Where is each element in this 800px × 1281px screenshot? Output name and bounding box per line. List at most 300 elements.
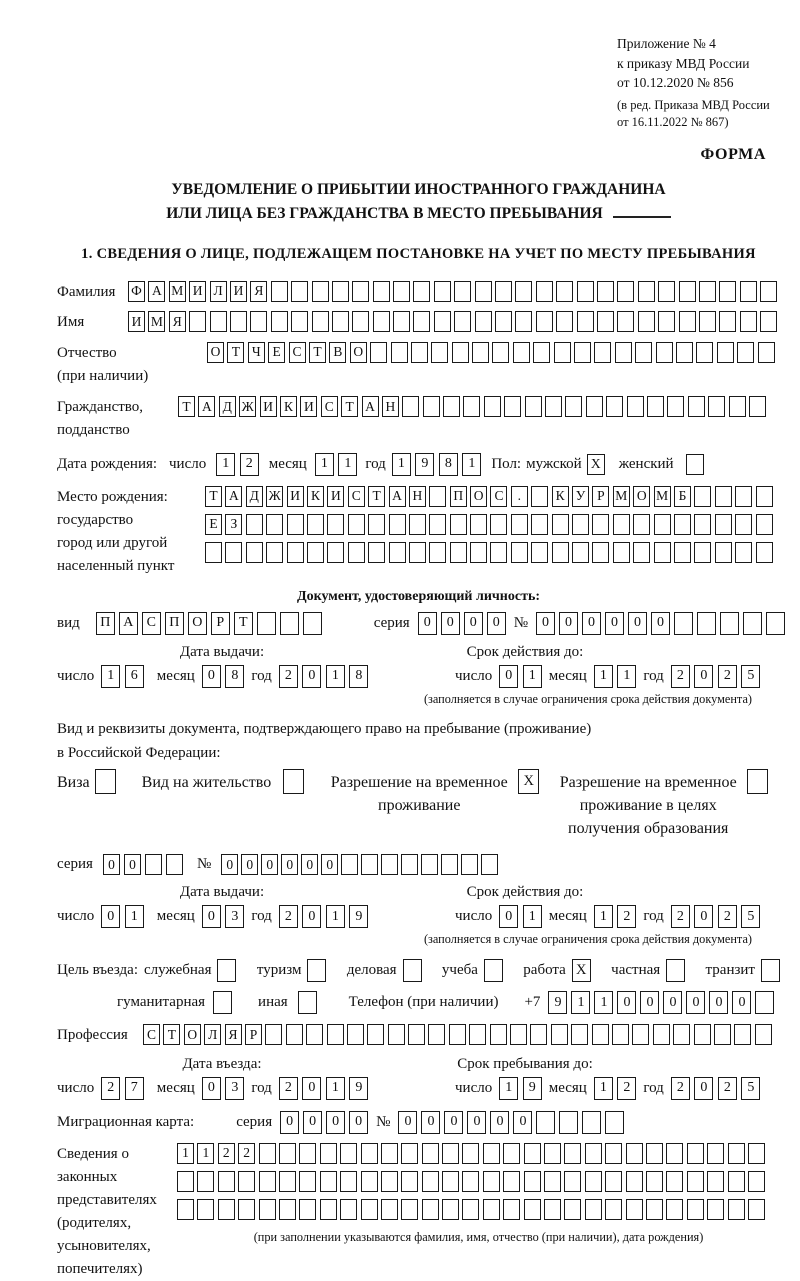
char-box[interactable]: М	[169, 281, 186, 302]
char-box[interactable]: 0	[640, 991, 659, 1014]
char-box[interactable]: К	[552, 486, 569, 507]
char-box[interactable]: О	[350, 342, 367, 363]
char-box[interactable]	[429, 486, 446, 507]
char-box[interactable]	[755, 1024, 772, 1045]
char-box[interactable]	[592, 514, 609, 535]
char-box[interactable]: Р	[211, 612, 230, 635]
char-box[interactable]: 0	[467, 1111, 486, 1134]
char-box[interactable]	[531, 514, 548, 535]
char-box[interactable]: 0	[628, 612, 647, 635]
char-box[interactable]: К	[280, 396, 297, 417]
char-box[interactable]: 9	[548, 991, 567, 1014]
char-box[interactable]: Т	[227, 342, 244, 363]
char-box[interactable]: И	[260, 396, 277, 417]
char-box[interactable]	[586, 396, 603, 417]
char-box[interactable]	[544, 1199, 561, 1220]
char-box[interactable]: 5	[741, 665, 760, 688]
char-box[interactable]	[666, 1143, 683, 1164]
char-box[interactable]: А	[225, 486, 242, 507]
char-box[interactable]	[524, 1199, 541, 1220]
char-box[interactable]: 6	[125, 665, 144, 688]
char-box[interactable]	[373, 311, 390, 332]
char-box[interactable]: И	[287, 486, 304, 507]
char-box[interactable]: П	[96, 612, 115, 635]
char-box[interactable]: 0	[202, 1077, 221, 1100]
char-box[interactable]: 0	[302, 1077, 321, 1100]
char-box[interactable]	[605, 1143, 622, 1164]
char-box[interactable]	[564, 1171, 581, 1192]
char-box[interactable]	[524, 1143, 541, 1164]
char-box[interactable]	[554, 342, 571, 363]
char-box[interactable]: 0	[302, 905, 321, 928]
char-box[interactable]	[617, 311, 634, 332]
char-box[interactable]	[743, 612, 762, 635]
char-box[interactable]	[511, 542, 528, 563]
char-box[interactable]	[259, 1171, 276, 1192]
char-box[interactable]	[218, 1171, 235, 1192]
char-box[interactable]	[503, 1199, 520, 1220]
char-box[interactable]	[559, 1111, 578, 1134]
char-box[interactable]	[442, 1171, 459, 1192]
char-box[interactable]	[246, 542, 263, 563]
char-box[interactable]	[597, 311, 614, 332]
char-box[interactable]	[434, 281, 451, 302]
char-box[interactable]	[483, 1171, 500, 1192]
char-box[interactable]	[515, 311, 532, 332]
char-box[interactable]	[469, 1024, 486, 1045]
char-box[interactable]: 0	[281, 854, 298, 875]
char-box[interactable]	[189, 311, 206, 332]
char-box[interactable]	[361, 1199, 378, 1220]
char-box[interactable]	[565, 396, 582, 417]
char-box[interactable]: 2	[279, 905, 298, 928]
char-box[interactable]: И	[230, 281, 247, 302]
char-box[interactable]	[582, 1111, 601, 1134]
sex-female-checkbox[interactable]	[686, 454, 704, 475]
char-box[interactable]	[613, 514, 630, 535]
char-box[interactable]	[441, 854, 458, 875]
char-box[interactable]	[556, 281, 573, 302]
char-box[interactable]	[638, 281, 655, 302]
char-box[interactable]	[361, 1171, 378, 1192]
char-box[interactable]: А	[148, 281, 165, 302]
char-box[interactable]: Т	[178, 396, 195, 417]
char-box[interactable]: О	[188, 612, 207, 635]
char-box[interactable]	[511, 514, 528, 535]
char-box[interactable]: 5	[741, 1077, 760, 1100]
char-box[interactable]: 1	[594, 991, 613, 1014]
char-box[interactable]	[271, 311, 288, 332]
char-box[interactable]: Р	[245, 1024, 262, 1045]
char-box[interactable]	[408, 1024, 425, 1045]
char-box[interactable]	[694, 514, 711, 535]
char-box[interactable]: С	[142, 612, 161, 635]
char-box[interactable]	[271, 281, 288, 302]
char-box[interactable]	[266, 542, 283, 563]
char-box[interactable]	[592, 542, 609, 563]
char-box[interactable]	[307, 542, 324, 563]
char-box[interactable]	[696, 342, 713, 363]
char-box[interactable]	[401, 1199, 418, 1220]
char-box[interactable]: С	[143, 1024, 160, 1045]
sex-male-checkbox[interactable]: X	[587, 454, 605, 475]
char-box[interactable]: М	[148, 311, 165, 332]
char-box[interactable]: 0	[536, 612, 555, 635]
char-box[interactable]	[472, 342, 489, 363]
char-box[interactable]: 8	[439, 453, 458, 476]
char-box[interactable]	[647, 396, 664, 417]
char-box[interactable]	[450, 542, 467, 563]
char-box[interactable]: 0	[321, 854, 338, 875]
char-box[interactable]	[463, 396, 480, 417]
char-box[interactable]: 0	[694, 665, 713, 688]
char-box[interactable]	[307, 514, 324, 535]
char-box[interactable]	[320, 1143, 337, 1164]
char-box[interactable]	[615, 342, 632, 363]
char-box[interactable]: 2	[671, 1077, 690, 1100]
char-box[interactable]	[340, 1199, 357, 1220]
char-box[interactable]	[381, 854, 398, 875]
char-box[interactable]	[551, 1024, 568, 1045]
char-box[interactable]	[748, 1199, 765, 1220]
char-box[interactable]: Ч	[248, 342, 265, 363]
char-box[interactable]: 2	[671, 905, 690, 928]
char-box[interactable]: А	[362, 396, 379, 417]
char-box[interactable]	[483, 1199, 500, 1220]
char-box[interactable]	[755, 991, 774, 1014]
char-box[interactable]	[312, 311, 329, 332]
char-box[interactable]: Л	[204, 1024, 221, 1045]
char-box[interactable]: 0	[617, 991, 636, 1014]
char-box[interactable]	[265, 1024, 282, 1045]
char-box[interactable]	[434, 311, 451, 332]
char-box[interactable]	[626, 1143, 643, 1164]
char-box[interactable]	[574, 342, 591, 363]
char-box[interactable]	[484, 396, 501, 417]
char-box[interactable]: Я	[225, 1024, 242, 1045]
char-box[interactable]: 0	[605, 612, 624, 635]
char-box[interactable]	[728, 1143, 745, 1164]
char-box[interactable]	[401, 1171, 418, 1192]
char-box[interactable]	[613, 542, 630, 563]
char-box[interactable]: 0	[280, 1111, 299, 1134]
char-box[interactable]: 0	[421, 1111, 440, 1134]
char-box[interactable]: Я	[169, 311, 186, 332]
char-box[interactable]: 0	[513, 1111, 532, 1134]
char-box[interactable]: 2	[617, 905, 636, 928]
char-box[interactable]: 0	[241, 854, 258, 875]
char-box[interactable]: 9	[349, 1077, 368, 1100]
char-box[interactable]	[352, 311, 369, 332]
char-box[interactable]: 0	[101, 905, 120, 928]
char-box[interactable]: 1	[571, 991, 590, 1014]
char-box[interactable]	[658, 311, 675, 332]
char-box[interactable]	[626, 1199, 643, 1220]
char-box[interactable]	[429, 514, 446, 535]
char-box[interactable]: 1	[216, 453, 235, 476]
char-box[interactable]	[699, 311, 716, 332]
char-box[interactable]: У	[572, 486, 589, 507]
char-box[interactable]	[633, 542, 650, 563]
char-box[interactable]: 0	[694, 905, 713, 928]
char-box[interactable]	[177, 1171, 194, 1192]
char-box[interactable]: 0	[326, 1111, 345, 1134]
char-box[interactable]	[279, 1143, 296, 1164]
char-box[interactable]	[605, 1171, 622, 1192]
char-box[interactable]	[633, 514, 650, 535]
char-box[interactable]: М	[613, 486, 630, 507]
char-box[interactable]: П	[165, 612, 184, 635]
char-box[interactable]	[676, 342, 693, 363]
char-box[interactable]: Е	[205, 514, 222, 535]
char-box[interactable]: 0	[694, 1077, 713, 1100]
char-box[interactable]	[627, 396, 644, 417]
char-box[interactable]	[279, 1171, 296, 1192]
char-box[interactable]	[577, 281, 594, 302]
char-box[interactable]: 1	[326, 665, 345, 688]
char-box[interactable]: 5	[741, 905, 760, 928]
char-box[interactable]	[720, 612, 739, 635]
char-box[interactable]: И	[327, 486, 344, 507]
char-box[interactable]	[694, 542, 711, 563]
char-box[interactable]	[470, 514, 487, 535]
char-box[interactable]	[442, 1143, 459, 1164]
char-box[interactable]: Д	[246, 486, 263, 507]
char-box[interactable]	[697, 612, 716, 635]
char-box[interactable]	[450, 514, 467, 535]
char-box[interactable]	[748, 1171, 765, 1192]
char-box[interactable]: Р	[592, 486, 609, 507]
char-box[interactable]	[462, 1199, 479, 1220]
purpose-other-checkbox[interactable]	[298, 991, 317, 1014]
char-box[interactable]	[653, 1024, 670, 1045]
char-box[interactable]: 0	[709, 991, 728, 1014]
char-box[interactable]	[544, 1143, 561, 1164]
char-box[interactable]	[340, 1171, 357, 1192]
char-box[interactable]	[638, 311, 655, 332]
char-box[interactable]: 2	[218, 1143, 235, 1164]
char-box[interactable]: 0	[202, 665, 221, 688]
char-box[interactable]	[556, 311, 573, 332]
char-box[interactable]	[513, 342, 530, 363]
char-box[interactable]	[368, 542, 385, 563]
char-box[interactable]	[454, 311, 471, 332]
char-box[interactable]: М	[654, 486, 671, 507]
char-box[interactable]: 0	[441, 612, 460, 635]
char-box[interactable]	[734, 1024, 751, 1045]
char-box[interactable]	[656, 342, 673, 363]
char-box[interactable]: 1	[101, 665, 120, 688]
char-box[interactable]	[361, 854, 378, 875]
char-box[interactable]: 2	[238, 1143, 255, 1164]
char-box[interactable]: 2	[718, 665, 737, 688]
char-box[interactable]: 1	[125, 905, 144, 928]
char-box[interactable]: С	[348, 486, 365, 507]
char-box[interactable]	[259, 1143, 276, 1164]
char-box[interactable]	[666, 1171, 683, 1192]
char-box[interactable]	[475, 281, 492, 302]
char-box[interactable]	[238, 1199, 255, 1220]
purpose-private-checkbox[interactable]	[666, 959, 685, 982]
purpose-tourism-checkbox[interactable]	[307, 959, 326, 982]
char-box[interactable]: 0	[490, 1111, 509, 1134]
char-box[interactable]: 7	[125, 1077, 144, 1100]
char-box[interactable]: О	[470, 486, 487, 507]
char-box[interactable]	[431, 342, 448, 363]
char-box[interactable]: 9	[415, 453, 434, 476]
char-box[interactable]	[612, 1024, 629, 1045]
char-box[interactable]	[544, 1171, 561, 1192]
char-box[interactable]	[197, 1199, 214, 1220]
char-box[interactable]	[654, 514, 671, 535]
char-box[interactable]	[564, 1199, 581, 1220]
char-box[interactable]	[674, 514, 691, 535]
char-box[interactable]	[728, 1171, 745, 1192]
char-box[interactable]: 1	[392, 453, 411, 476]
char-box[interactable]	[388, 1024, 405, 1045]
char-box[interactable]: В	[329, 342, 346, 363]
char-box[interactable]	[707, 1171, 724, 1192]
char-box[interactable]: О	[184, 1024, 201, 1045]
char-box[interactable]: Ж	[239, 396, 256, 417]
char-box[interactable]	[287, 542, 304, 563]
char-box[interactable]: 0	[651, 612, 670, 635]
char-box[interactable]	[708, 396, 725, 417]
char-box[interactable]: 0	[499, 665, 518, 688]
char-box[interactable]	[760, 281, 777, 302]
char-box[interactable]	[564, 1143, 581, 1164]
char-box[interactable]	[674, 612, 693, 635]
char-box[interactable]: А	[198, 396, 215, 417]
purpose-study-checkbox[interactable]	[484, 959, 503, 982]
char-box[interactable]: С	[321, 396, 338, 417]
char-box[interactable]	[299, 1199, 316, 1220]
char-box[interactable]	[291, 311, 308, 332]
char-box[interactable]	[413, 281, 430, 302]
char-box[interactable]	[299, 1171, 316, 1192]
char-box[interactable]	[423, 396, 440, 417]
char-box[interactable]	[605, 1111, 624, 1134]
char-box[interactable]	[525, 396, 542, 417]
char-box[interactable]	[327, 542, 344, 563]
char-box[interactable]: 2	[671, 665, 690, 688]
char-box[interactable]	[250, 311, 267, 332]
char-box[interactable]	[632, 1024, 649, 1045]
char-box[interactable]	[748, 1143, 765, 1164]
char-box[interactable]: О	[633, 486, 650, 507]
char-box[interactable]	[735, 486, 752, 507]
char-box[interactable]: 2	[718, 1077, 737, 1100]
char-box[interactable]: А	[389, 486, 406, 507]
char-box[interactable]	[452, 342, 469, 363]
char-box[interactable]: 9	[523, 1077, 542, 1100]
char-box[interactable]	[617, 281, 634, 302]
char-box[interactable]: 1	[594, 1077, 613, 1100]
char-box[interactable]	[646, 1199, 663, 1220]
char-box[interactable]	[719, 281, 736, 302]
char-box[interactable]: 1	[499, 1077, 518, 1100]
char-box[interactable]: Б	[674, 486, 691, 507]
char-box[interactable]: 0	[301, 854, 318, 875]
char-box[interactable]: А	[119, 612, 138, 635]
char-box[interactable]: 1	[177, 1143, 194, 1164]
char-box[interactable]: 0	[464, 612, 483, 635]
char-box[interactable]	[585, 1143, 602, 1164]
char-box[interactable]: 1	[594, 665, 613, 688]
char-box[interactable]	[320, 1171, 337, 1192]
char-box[interactable]	[409, 542, 426, 563]
char-box[interactable]	[475, 311, 492, 332]
char-box[interactable]	[205, 542, 222, 563]
char-box[interactable]	[286, 1024, 303, 1045]
char-box[interactable]	[699, 281, 716, 302]
char-box[interactable]	[422, 1143, 439, 1164]
char-box[interactable]	[389, 514, 406, 535]
char-box[interactable]: О	[207, 342, 224, 363]
char-box[interactable]	[303, 612, 322, 635]
char-box[interactable]	[341, 854, 358, 875]
char-box[interactable]	[367, 1024, 384, 1045]
char-box[interactable]: 0	[124, 854, 141, 875]
char-box[interactable]	[606, 396, 623, 417]
char-box[interactable]	[413, 311, 430, 332]
char-box[interactable]	[572, 542, 589, 563]
char-box[interactable]: 0	[302, 665, 321, 688]
char-box[interactable]	[348, 514, 365, 535]
char-box[interactable]	[707, 1199, 724, 1220]
char-box[interactable]: 8	[225, 665, 244, 688]
residence-permit-checkbox[interactable]	[283, 769, 304, 794]
char-box[interactable]	[306, 1024, 323, 1045]
char-box[interactable]	[674, 542, 691, 563]
char-box[interactable]	[449, 1024, 466, 1045]
char-box[interactable]	[749, 396, 766, 417]
char-box[interactable]	[287, 514, 304, 535]
char-box[interactable]	[536, 311, 553, 332]
char-box[interactable]: П	[450, 486, 467, 507]
char-box[interactable]	[332, 311, 349, 332]
char-box[interactable]	[667, 396, 684, 417]
char-box[interactable]: Т	[163, 1024, 180, 1045]
char-box[interactable]: 0	[663, 991, 682, 1014]
char-box[interactable]	[246, 514, 263, 535]
char-box[interactable]	[715, 486, 732, 507]
temp-residence-checkbox[interactable]: X	[518, 769, 539, 794]
char-box[interactable]: 3	[225, 1077, 244, 1100]
char-box[interactable]	[368, 514, 385, 535]
char-box[interactable]: 1	[617, 665, 636, 688]
char-box[interactable]: 0	[103, 854, 120, 875]
char-box[interactable]	[257, 612, 276, 635]
char-box[interactable]	[347, 1024, 364, 1045]
char-box[interactable]: 1	[523, 905, 542, 928]
char-box[interactable]	[571, 1024, 588, 1045]
char-box[interactable]	[442, 1199, 459, 1220]
char-box[interactable]	[381, 1143, 398, 1164]
char-box[interactable]	[490, 1024, 507, 1045]
char-box[interactable]: И	[128, 311, 145, 332]
char-box[interactable]: Я	[250, 281, 267, 302]
char-box[interactable]: 2	[617, 1077, 636, 1100]
char-box[interactable]	[495, 281, 512, 302]
char-box[interactable]: И	[189, 281, 206, 302]
char-box[interactable]	[545, 396, 562, 417]
char-box[interactable]: 8	[349, 665, 368, 688]
char-box[interactable]: 1	[326, 1077, 345, 1100]
char-box[interactable]	[401, 854, 418, 875]
char-box[interactable]	[646, 1171, 663, 1192]
char-box[interactable]	[572, 514, 589, 535]
